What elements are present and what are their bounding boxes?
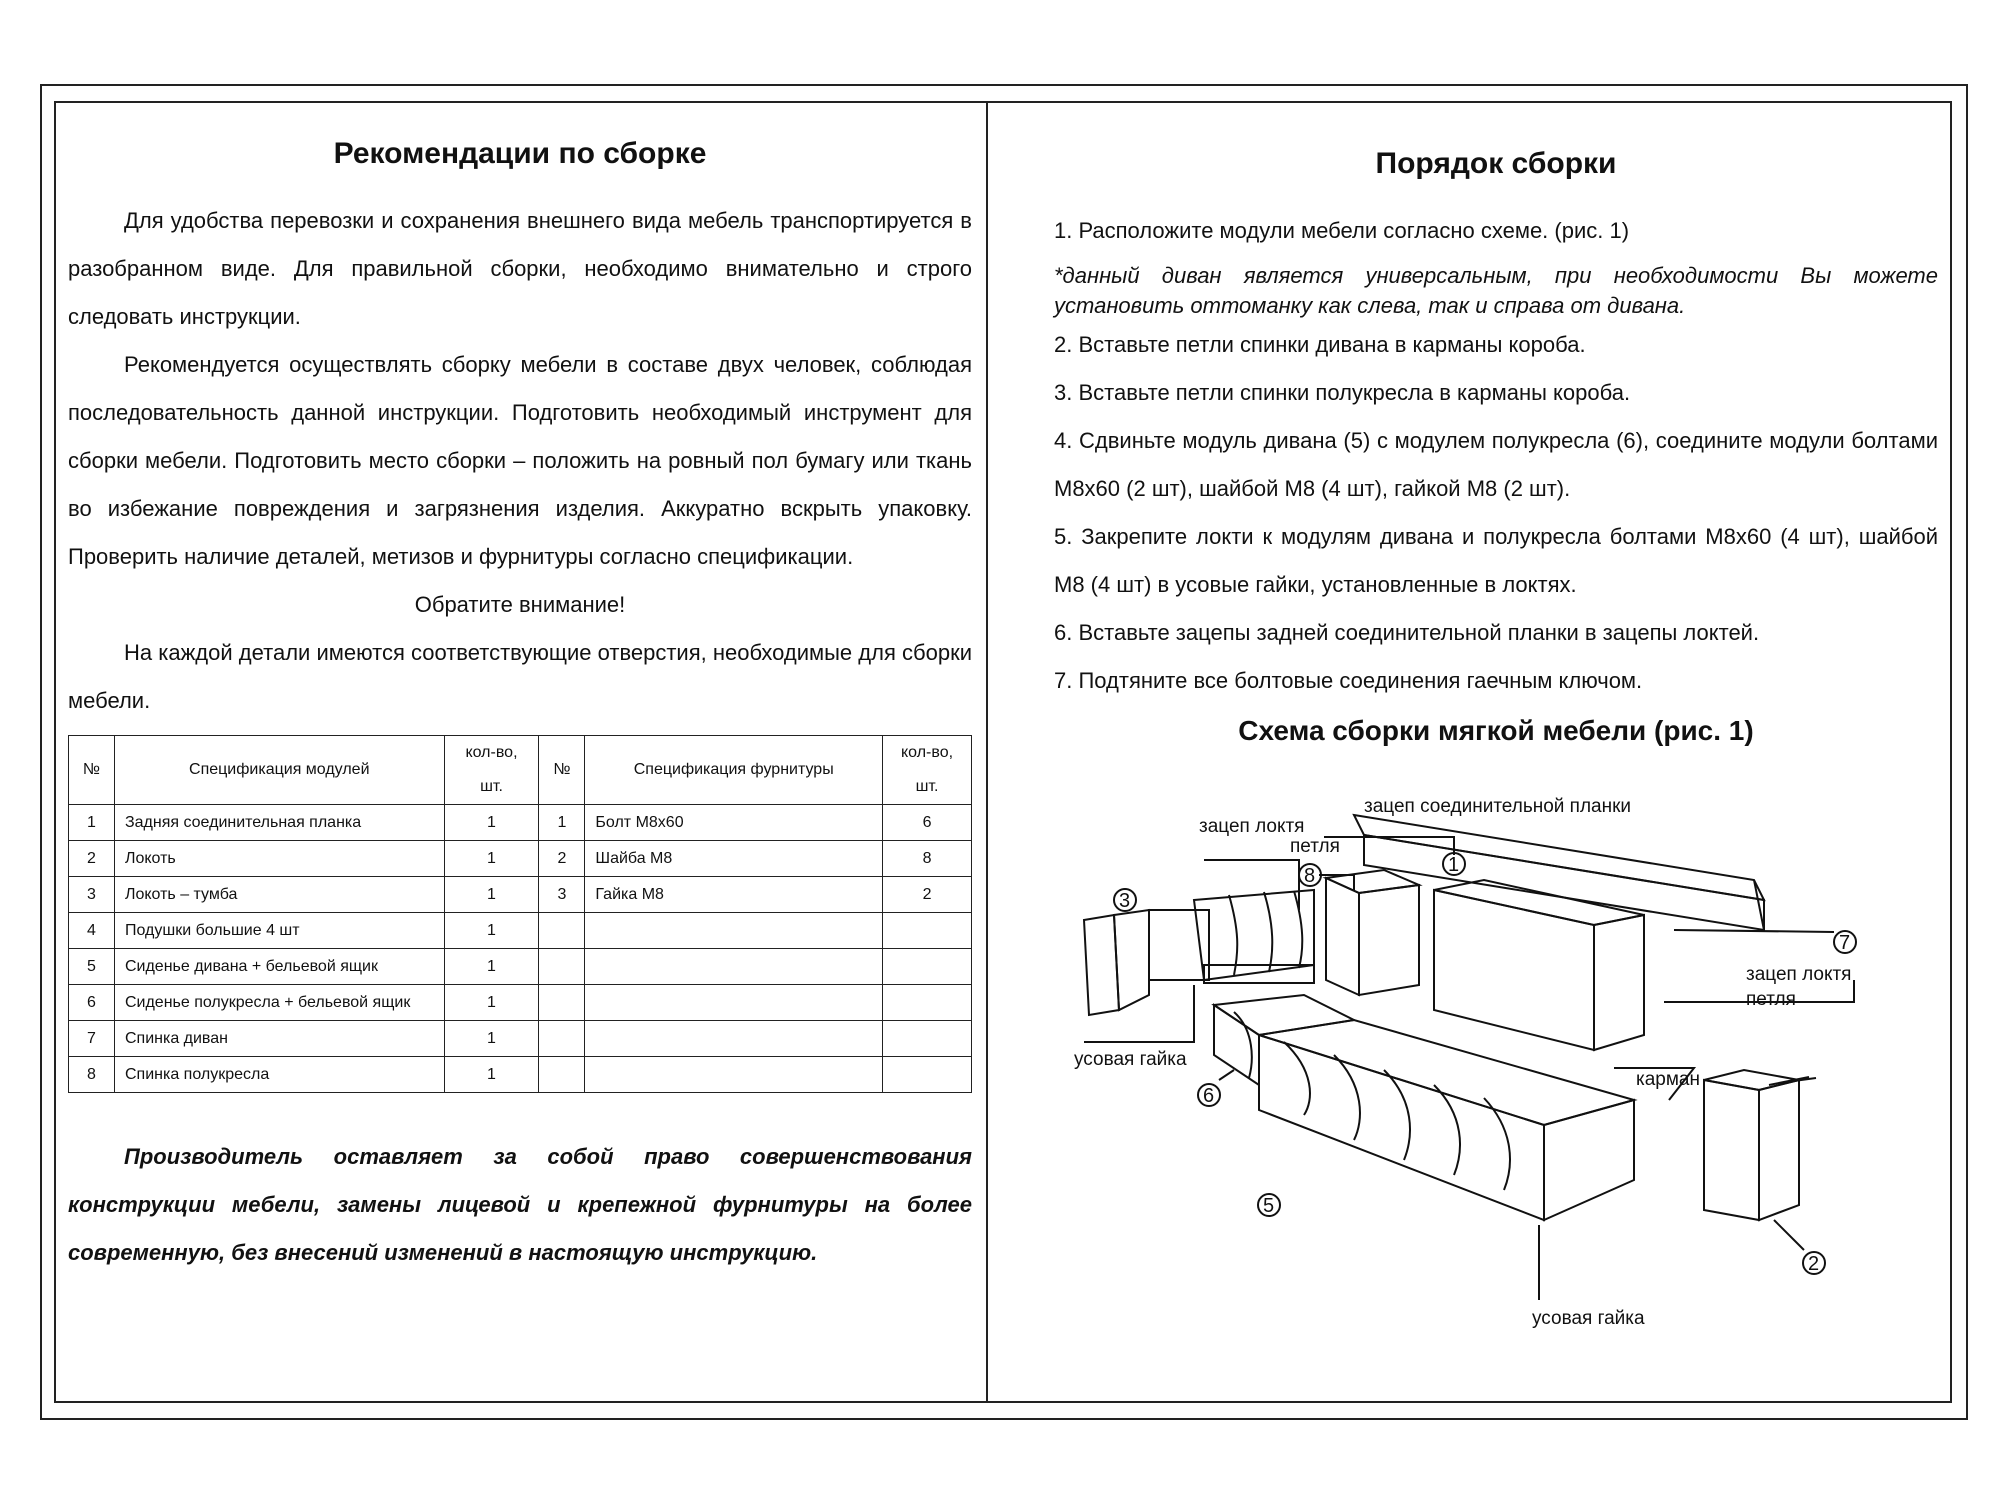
table-cell (883, 1021, 972, 1057)
table-row (69, 913, 972, 949)
step-6: 6. Вставьте зацепы задней соединительной планки в зацепы локтей. (1054, 620, 1760, 645)
table-cell: Болт М8х60 (585, 805, 883, 841)
plank-hook-label: зацеп соединительной планки (1364, 796, 1632, 817)
pocket-label: карман (1636, 1069, 1700, 1090)
attention-heading: Обратите внимание! (414, 592, 626, 617)
table-cell: 2 (883, 877, 972, 913)
number-label-8: 8 (1304, 865, 1316, 887)
table-cell: 1 (444, 841, 539, 877)
table-cell (585, 949, 883, 985)
right-column (1054, 101, 1938, 747)
step-1: 1. Расположите модули мебели согласно схеме. (рис. 1) (1054, 218, 1630, 243)
table-header: Спецификация фурнитуры (585, 736, 883, 805)
specification-table (68, 735, 972, 1093)
holes-paragraph: На каждой детали имеются соответствующие отверстия, необходимые для сборки мебели. (68, 640, 972, 713)
table-cell: 1 (539, 805, 585, 841)
table-cell (883, 1057, 972, 1093)
table-cell: Локоть – тумба (114, 877, 444, 913)
table-row (69, 877, 972, 913)
table-cell: 7 (69, 1021, 115, 1057)
sofa-assembly-diagram (1054, 780, 1938, 1340)
loop-left-label: петля (1290, 836, 1340, 857)
number-label-1: 1 (1448, 854, 1460, 876)
loop-right-label: петля (1746, 989, 1796, 1010)
number-label-5: 5 (1263, 1195, 1275, 1217)
table-cell: 1 (444, 1057, 539, 1093)
table-cell: 1 (444, 877, 539, 913)
step-4: 4. Сдвиньте модуль дивана (5) с модулем полукресла (6), соедините модули болтами М8х60 (2 шт), шайбой М8 (4 шт), гайкой М8 (2 шт). (1054, 428, 1938, 501)
table-cell: 1 (444, 913, 539, 949)
table-cell (539, 1021, 585, 1057)
table-header: кол-во, шт. (883, 736, 972, 805)
leader-lines (1084, 837, 1854, 1300)
table-cell (585, 913, 883, 949)
table-cell (539, 913, 585, 949)
table-cell: Задняя соединительная планка (114, 805, 444, 841)
table-cell (883, 913, 972, 949)
table-cell: 8 (883, 841, 972, 877)
table-header: кол-во, шт. (444, 736, 539, 805)
table-cell: Подушки большие 4 шт (114, 913, 444, 949)
table-cell (585, 985, 883, 1021)
table-cell (539, 1057, 585, 1093)
table-cell: 2 (69, 841, 115, 877)
number-label-2: 2 (1808, 1253, 1820, 1275)
table-cell: Спинка диван (114, 1021, 444, 1057)
table-cell: 4 (69, 913, 115, 949)
left-column (68, 101, 972, 1299)
table-cell (585, 1057, 883, 1093)
corner-nut-left-label: усовая гайка (1074, 1049, 1187, 1070)
table-row (69, 949, 972, 985)
transport-paragraph: Для удобства перевозки и сохранения внешнего вида мебель транспортируется в разобранном виде. Для правильной сборки, необходимо внимательно и строго следовать инструкции. (68, 208, 972, 329)
table-cell: Сиденье полукресла + бельевой ящик (114, 985, 444, 1021)
table-cell: 6 (69, 985, 115, 1021)
table-cell: 1 (444, 805, 539, 841)
step-2: 2. Вставьте петли спинки дивана в карманы короба. (1054, 332, 1586, 357)
table-cell: 1 (69, 805, 115, 841)
table-row (69, 805, 972, 841)
table-cell (539, 949, 585, 985)
number-label-7: 7 (1839, 932, 1851, 954)
table-cell: 5 (69, 949, 115, 985)
table-row (69, 1021, 972, 1057)
table-header: № (69, 736, 115, 805)
table-row (69, 1057, 972, 1093)
right-armrest-part (1704, 1070, 1816, 1220)
assembly-order-title: Порядок сборки (1375, 147, 1617, 180)
column-divider (986, 101, 988, 1403)
table-cell: Гайка М8 (585, 877, 883, 913)
back-plank-part (1354, 815, 1764, 930)
number-label-3: 3 (1119, 890, 1131, 912)
table-cell: 1 (444, 949, 539, 985)
universal-sofa-note: *данный диван является универсальным, при необходимости Вы можете установить оттоманку как слева, так и справа от дивана. (1054, 263, 1938, 318)
armchair-seat-part (1214, 995, 1354, 1085)
assembly-recommendations-title: Рекомендации по сборке (333, 137, 707, 170)
table-cell: 1 (444, 985, 539, 1021)
table-header-row (69, 736, 972, 805)
table-row (69, 985, 972, 1021)
corner-nut-right-label: усовая гайка (1532, 1308, 1645, 1329)
scheme-title: Схема сборки мягкой мебели (рис. 1) (1238, 715, 1754, 746)
table-cell: 8 (69, 1057, 115, 1093)
table-cell: 3 (539, 877, 585, 913)
table-cell: 6 (883, 805, 972, 841)
elbow-hook-right-label: зацеп локтя (1746, 964, 1852, 985)
table-cell: Сиденье дивана + бельевой ящик (114, 949, 444, 985)
table-cell: 2 (539, 841, 585, 877)
table-cell: Спинка полукресла (114, 1057, 444, 1093)
table-row (69, 841, 972, 877)
number-label-6: 6 (1203, 1085, 1215, 1107)
step-7: 7. Подтяните все болтовые соединения гаечным ключом. (1054, 668, 1643, 693)
elbow-hook-left-label: зацеп локтя (1199, 816, 1305, 837)
step-5: 5. Закрепите локти к модулям дивана и полукресла болтами М8х60 (4 шт), шайбой М8 (4 шт) в усовые гайки, установленные в локтях. (1054, 524, 1938, 597)
table-header: № (539, 736, 585, 805)
table-header: Спецификация модулей (114, 736, 444, 805)
table-cell: 3 (69, 877, 115, 913)
table-cell (539, 985, 585, 1021)
table-cell: 1 (444, 1021, 539, 1057)
table-cell (883, 985, 972, 1021)
step-3: 3. Вставьте петли спинки полукресла в карманы короба. (1054, 380, 1631, 405)
table-cell (883, 949, 972, 985)
sofa-seat-part (1259, 1020, 1634, 1220)
table-cell (585, 1021, 883, 1057)
table-cell: Локоть (114, 841, 444, 877)
armchair-backrest-part (1326, 870, 1419, 995)
table-cell: Шайба М8 (585, 841, 883, 877)
manufacturer-disclaimer: Производитель оставляет за собой право совершенствования конструкции мебели, замены лицевой и крепежной фурнитуры на более современную, без внесений изменений в настоящую инструкцию. (68, 1144, 972, 1265)
preparation-paragraph: Рекомендуется осуществлять сборку мебели в составе двух человек, соблюдая последовательность данной инструкции. Подготовить необходимый инструмент для сборки мебели. Подготовить место сборки – положить на ровный пол бумагу или ткань во избежание повреждения и загрязнения изделия. Аккуратно вскрыть упаковку. Проверить наличие деталей, метизов и фурнитуры согласно спецификации. (68, 352, 972, 569)
